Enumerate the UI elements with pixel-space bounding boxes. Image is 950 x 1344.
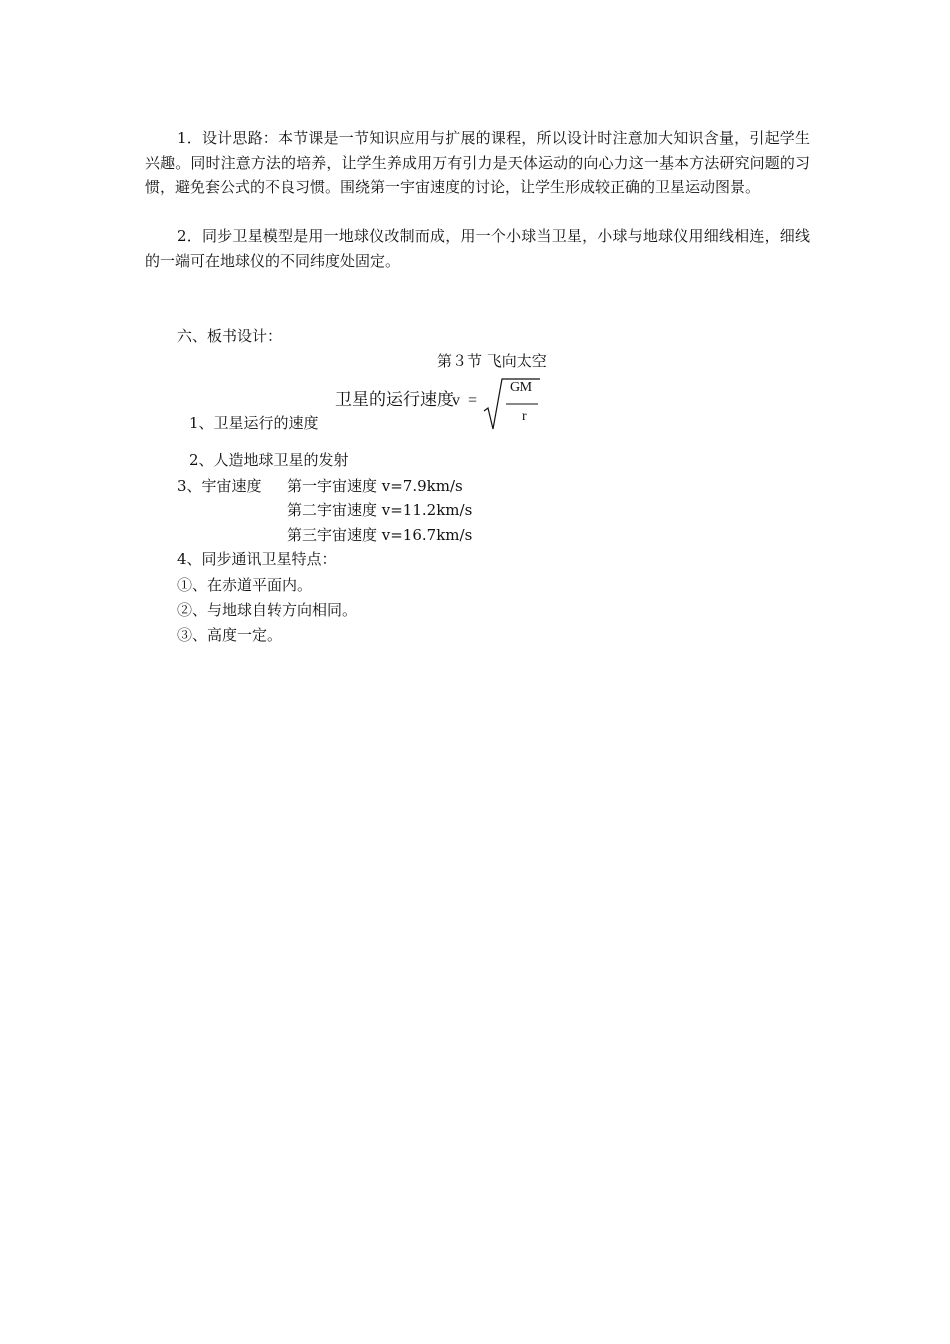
feature-equatorial-plane: ①、在赤道平面内。 <box>177 576 313 594</box>
first-cosmic-speed: 第一宇宙速度 v=7.9km/s <box>287 477 463 495</box>
board-item-cosmic-speed: 3、宇宙速度 <box>177 477 262 495</box>
feature-rotation-direction: ②、与地球自转方向相同。 <box>177 601 358 619</box>
formula-denominator: r <box>522 409 527 424</box>
formula-equals: = <box>468 392 478 409</box>
formula-label: 卫星的运行速度 <box>335 390 454 410</box>
board-item-sync-satellite: 4、同步通讯卫星特点： <box>177 550 337 568</box>
orbital-speed-formula <box>335 377 565 433</box>
section-title: 第３节 飞向太空 <box>437 352 547 370</box>
satellite-model-paragraph: 2．同步卫星模型是用一地球仪改制而成，用一个小球当卫星，小球与地球仪用细线相连，细线的一端可在地球仪的不同纬度处固定。 <box>145 227 810 270</box>
third-cosmic-speed: 第三宇宙速度 v=16.7km/s <box>287 526 473 544</box>
formula-numerator: GM <box>510 380 532 395</box>
formula-variable: v <box>452 392 460 409</box>
board-item-speed: 1、卫星运行的速度 <box>189 414 319 432</box>
design-idea-paragraph: 1．设计思路：本节课是一节知识应用与扩展的课程，所以设计时注意加大知识含量，引起学生兴趣。同时注意方法的培养，让学生养成用万有引力是天体运动的向心力这一基本方法研究问题的习惯，避免套公式的不良习惯。围绕第一宇宙速度的讨论，让学生形成较正确的卫星运动图景。 <box>145 129 810 196</box>
second-cosmic-speed: 第二宇宙速度 v=11.2km/s <box>287 501 473 519</box>
board-item-launch: 2、人造地球卫星的发射 <box>189 451 349 469</box>
feature-fixed-height: ③、高度一定。 <box>177 626 283 644</box>
board-design-heading: 六、板书设计： <box>177 327 283 345</box>
